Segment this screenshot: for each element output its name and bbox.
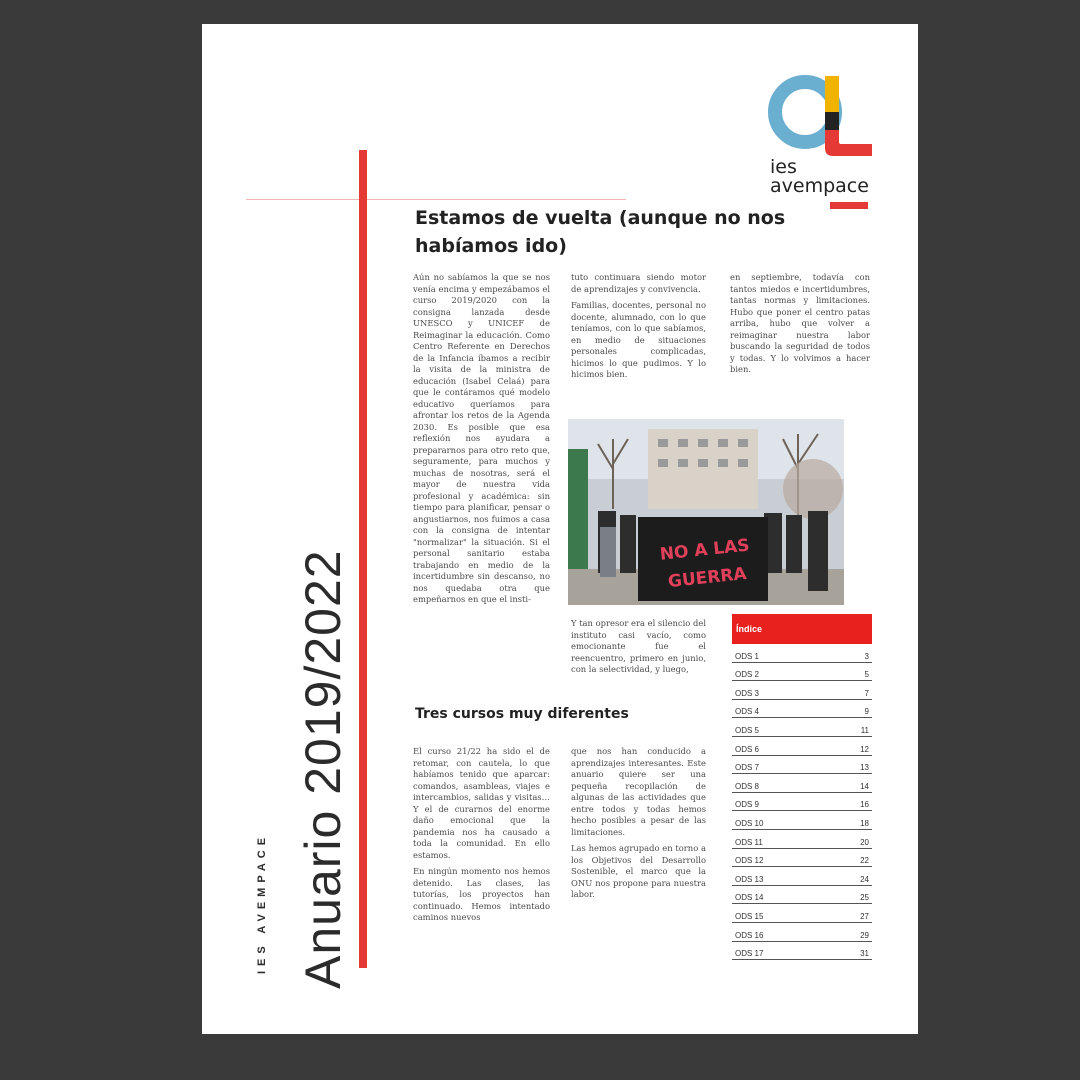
index-row-page: 27 xyxy=(860,911,869,921)
article1-col2: tuto continuara siendo motor de aprendizajes y convivencia. Familias, docentes, personal no docente, alumnado, con lo que teníamos, con lo que sabíamos, en medio de situaciones personales complicadas, hicimos lo que pudimos. Y lo hicimos bien. xyxy=(571,272,706,379)
index-row-label: ODS 9 xyxy=(735,800,760,810)
index-row-page: 18 xyxy=(860,818,869,828)
index-row xyxy=(732,663,872,682)
header-rule xyxy=(246,199,626,200)
index-row-page: 25 xyxy=(860,893,869,903)
index-row-page: 9 xyxy=(864,707,869,717)
index-row xyxy=(732,756,872,775)
index-row-label: ODS 5 xyxy=(735,725,760,735)
index-row-page: 22 xyxy=(860,856,869,866)
index-row xyxy=(732,811,872,830)
index-row xyxy=(732,886,872,905)
index-row-page: 11 xyxy=(860,725,869,735)
index-row xyxy=(732,849,872,868)
index-row-page: 16 xyxy=(860,800,869,810)
article2-title: Tres cursos muy diferentes xyxy=(415,706,629,722)
index-row xyxy=(732,774,872,793)
article2-col1: El curso 21/22 ha sido el de retomar, con cautela, lo que habíamos tenido que aparcar: comandos, asambleas, viajes e intercambios, salidas y visitas… Y el de curarnos del enorme daño emocional que la pandemia nos ha causado a toda la comunidad. En ello estamos. En ningún momento nos hemos detenido. Las clases, las tutorías, los proyectos han continuado. Hemos intentado caminos nuevos xyxy=(413,746,550,922)
index-row-label: ODS 10 xyxy=(735,818,764,828)
index-row-label: ODS 11 xyxy=(735,837,763,847)
index-table xyxy=(732,614,872,960)
index-row-label: ODS 16 xyxy=(735,930,764,940)
index-heading: Índice xyxy=(732,614,872,644)
article1-after-photo: Y tan opresor era el silencio del instituto casi vacío, como emocionante fue el reencuentro, primero en junio, con la selectividad, y luego, xyxy=(571,618,706,674)
banner-text-2: GUERRA xyxy=(667,563,748,593)
vertical-title: Anuario 2019/2022 xyxy=(295,549,351,989)
article2-col2: que nos han conducido a aprendizajes interesantes. Este anuario quiere ser una pequeña recopilación de algunas de las actividades que entre todos y todas hemos hecho posibles a pesar de las limitaciones. Las hemos agrupado en torno a los Objetivos del Desarrollo Sostenible, el marco que la ONU nos propone para nuestra labor. xyxy=(571,746,706,899)
index-row xyxy=(732,904,872,923)
index-row-label: ODS 3 xyxy=(735,688,760,698)
index-row-label: ODS 6 xyxy=(735,744,760,754)
index-row-label: ODS 17 xyxy=(735,949,764,959)
index-row xyxy=(732,830,872,849)
index-row-label: ODS 2 xyxy=(735,670,760,680)
index-rows xyxy=(732,644,872,960)
index-row xyxy=(732,923,872,942)
index-row xyxy=(732,737,872,756)
index-row-label: ODS 1 xyxy=(735,651,760,661)
index-row-label: ODS 8 xyxy=(735,781,760,791)
index-row-label: ODS 13 xyxy=(735,874,764,884)
vertical-accent-bar xyxy=(359,150,367,968)
index-row-page: 31 xyxy=(860,949,869,959)
index-row-label: ODS 15 xyxy=(735,911,764,921)
article1-title: Estamos de vuelta (aunque no nos habíamos ido) xyxy=(415,207,786,257)
index-row-label: ODS 12 xyxy=(735,856,764,866)
index-row-page: 14 xyxy=(860,781,869,791)
logo-accent-bar xyxy=(830,202,868,209)
index-row-page: 3 xyxy=(864,651,869,661)
index-row xyxy=(732,644,872,663)
index-row xyxy=(732,793,872,812)
index-row-page: 24 xyxy=(860,874,869,884)
index-row-page: 12 xyxy=(860,744,869,754)
protest-photo xyxy=(568,419,844,605)
vertical-subtitle: IES AVEMPACE xyxy=(256,832,268,974)
article1-col3: en septiembre, todavía con tantos miedos e incertidumbres, tantas normas y limitaciones. Hubo que poner el centro patas arriba, hubo que volver a reimaginar nuestra labor buscando la seguridad de todos y todas. Y lo volvimos a hacer bien. xyxy=(730,272,870,374)
index-row-label: ODS 7 xyxy=(735,763,760,773)
index-row-page: 13 xyxy=(860,763,869,773)
index-row xyxy=(732,942,872,961)
index-row-page: 7 xyxy=(864,688,869,698)
index-row xyxy=(732,867,872,886)
document-page xyxy=(202,24,918,1034)
index-row xyxy=(732,681,872,700)
index-row-page: 29 xyxy=(860,930,869,940)
index-row xyxy=(732,700,872,719)
logo-text: ies avempace xyxy=(770,156,869,197)
index-row-page: 5 xyxy=(864,670,869,680)
banner-text-1: NO A LAS xyxy=(658,535,751,565)
index-row-label: ODS 4 xyxy=(735,707,760,717)
index-row-page: 20 xyxy=(860,837,869,847)
article1-col1: Aún no sabíamos la que se nos venía encima y empezábamos el curso 2019/2020 con la consigna lanzada desde UNESCO y UNICEF de Reimaginar la educación. Como Centro Referente en Derechos de la Infancia íbamos a recibir la visita de la ministra de educación (Isabel Celaá) para que le contáramos qué modelo educativo queríamos para afrontar los retos de la Agenda 2030. Es posible que esa reflexión nos ayudara a prepararnos para otro reto que, seguramente, para muchos y muchas de nosotras, será el mayor de nuestra vida profesional y académica: sin tiempo para planificar, pensar o angustiarnos, nos fuimos a casa con la consigna de intentar "normalizar" la situación. Si el personal sanitario estaba trabajando en medio de la incertidumbre sin descanso, no nos quedaba otra que empeñarnos en que el insti- xyxy=(413,272,550,604)
index-row-label: ODS 14 xyxy=(735,893,764,903)
index-row xyxy=(732,718,872,737)
